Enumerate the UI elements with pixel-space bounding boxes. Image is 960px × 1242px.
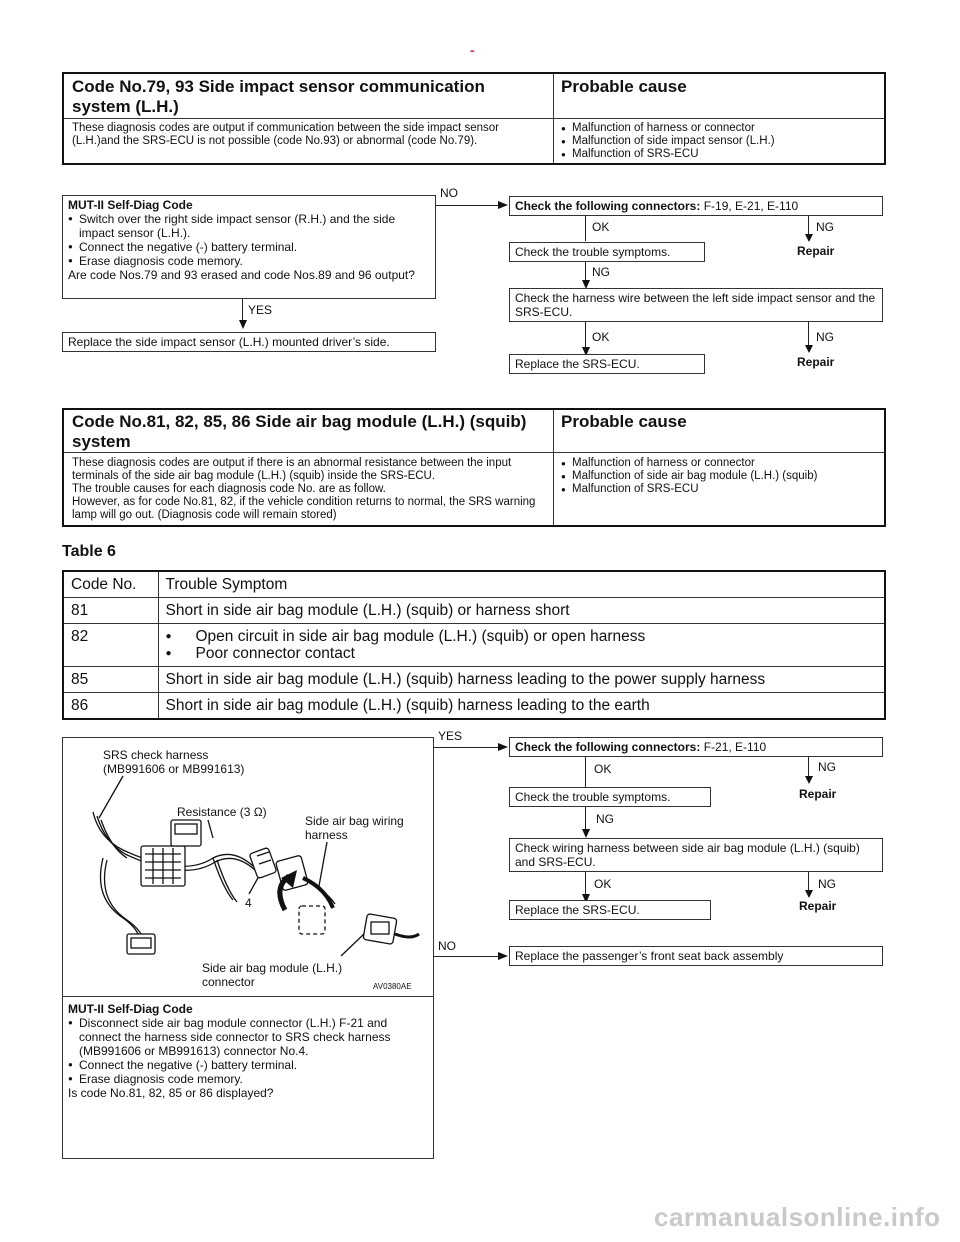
ng-label: NG <box>816 330 834 344</box>
section1-box <box>62 72 886 165</box>
ng-label: NG <box>818 877 836 891</box>
check-connectors-box <box>509 737 883 757</box>
module-label: Side air bag module (L.H.) connector <box>202 961 343 989</box>
page-marker: - <box>470 42 475 58</box>
repair-label: Repair <box>799 899 837 913</box>
harness-illustration <box>63 738 433 996</box>
section2-description <box>72 457 546 522</box>
mut-step: ● Disconnect side air bag module connector (L.H.) F-21 and connect the harness side connector to SRS check harness (MB991606 or MB991613) connector No.4. <box>68 1016 428 1058</box>
mut-step: ● Erase diagnosis code memory. <box>68 1072 428 1086</box>
table6 <box>62 570 886 720</box>
replace-ecu-text: Replace the SRS-ECU. <box>515 903 640 917</box>
trouble-box <box>509 787 711 807</box>
trouble-box <box>509 242 705 262</box>
figure-box <box>62 737 434 1159</box>
srs-check-label: SRS check harness (MB991606 or MB991613) <box>103 748 245 776</box>
row-symptom: Short in side air bag module (L.H.) (squib) harness leading to the power supply harness <box>158 667 885 693</box>
header-symptom: Trouble Symptom <box>158 571 885 598</box>
resistance-label: Resistance (3 Ω) <box>177 805 267 819</box>
cause-item: ● Malfunction of side impact sensor (L.H.) <box>561 135 881 148</box>
ok-label: OK <box>594 762 612 776</box>
cause-item: ● Malfunction of harness or connector <box>561 122 881 135</box>
replace-sensor-box <box>62 332 436 352</box>
replace-ecu-box <box>509 354 705 374</box>
ng-label: NG <box>596 812 614 826</box>
trouble-text: Check the trouble symptoms. <box>515 245 671 259</box>
mut-question: Are code Nos.79 and 93 erased and code Nos.89 and 96 output? <box>68 268 415 282</box>
table-row <box>63 667 885 693</box>
no-label: NO <box>438 939 456 953</box>
table-row <box>63 693 885 720</box>
ok-label: OK <box>594 877 612 891</box>
cause-item: ● Malfunction of SRS-ECU <box>561 483 881 496</box>
trouble-text: Check the trouble symptoms. <box>515 790 671 804</box>
symptom-item: ● Poor connector contact <box>166 645 878 662</box>
repair-label: Repair <box>797 355 835 369</box>
connector-list: F-19, E-21, E-110 <box>700 199 799 213</box>
description-line: However, as for code No.81, 82, if the vehicle condition returns to normal, the SRS warning lamp will go out. (Diagnosis code will remain stored) <box>72 496 536 521</box>
section2-title: Code No.81, 82, 85, 86 Side air bag module (L.H.) (squib) system <box>72 412 527 451</box>
row-code: 81 <box>63 598 158 624</box>
ng-label: NG <box>816 220 834 234</box>
cause-item: ● Malfunction of harness or connector <box>561 457 881 470</box>
flow1-mut-box <box>62 195 436 299</box>
mut-title: MUT-II Self-Diag Code <box>68 1002 193 1016</box>
section1-cause-title: Probable cause <box>561 77 687 96</box>
mut-question: Is code No.81, 82, 85 or 86 displayed? <box>68 1086 274 1100</box>
description-line: These diagnosis codes are output if there is an abnormal resistance between the input terminals of the side air bag module (L.H.) (squib) inside the SRS-ECU. <box>72 457 512 482</box>
watermark: carmanualsonline.info <box>654 1202 941 1232</box>
cause-item: ● Malfunction of SRS-ECU <box>561 148 881 161</box>
section2-cause-title: Probable cause <box>561 412 687 431</box>
connector-list: F-21, E-110 <box>700 740 767 754</box>
row-code: 82 <box>63 624 158 667</box>
symptom-item: ● Open circuit in side air bag module (L.H.) (squib) or open harness <box>166 628 878 645</box>
table-row <box>63 624 885 667</box>
check-connectors-box <box>509 196 883 216</box>
harness-text: Check the harness wire between the left side impact sensor and the SRS-ECU. <box>515 291 876 319</box>
table-row <box>63 598 885 624</box>
replace-seat-text: Replace the passenger’s front seat back assembly <box>515 949 784 963</box>
check-connectors-label: Check the following connectors: <box>515 199 701 213</box>
figure-code: AV0380AE <box>373 982 412 991</box>
yes-label: YES <box>438 729 463 743</box>
ng-label: NG <box>818 760 836 774</box>
section1-description: These diagnosis codes are output if communication between the side impact sensor (L.H.)and the SRS-ECU is not possible (code No.93) or abnormal (code No.79). <box>72 122 500 147</box>
replace-ecu-box <box>509 900 711 920</box>
table-header-row <box>63 571 885 598</box>
ng-label: NG <box>592 265 610 279</box>
section2-box <box>62 408 886 527</box>
mut-step: ● Connect the negative (-) battery terminal. <box>68 240 430 254</box>
header-code: Code No. <box>63 571 158 598</box>
row-code: 85 <box>63 667 158 693</box>
section1-causes <box>561 122 881 161</box>
harness-box <box>509 288 883 322</box>
mut-step: ● Connect the negative (-) battery terminal. <box>68 1058 428 1072</box>
harness-box <box>509 838 883 872</box>
cause-item: ● Malfunction of side air bag module (L.H.) (squib) <box>561 470 881 483</box>
replace-seat-box <box>509 946 883 966</box>
replace-sensor-text: Replace the side impact sensor (L.H.) mounted driver’s side. <box>68 335 390 349</box>
section1-title: Code No.79, 93 Side impact sensor communication system (L.H.) <box>72 77 485 116</box>
repair-label: Repair <box>799 787 837 801</box>
mut-step: ● Switch over the right side impact sensor (R.H.) and the side impact sensor (L.H.). <box>68 212 430 240</box>
ok-label: OK <box>592 330 610 344</box>
mut-step: ● Erase diagnosis code memory. <box>68 254 430 268</box>
repair-label: Repair <box>797 244 835 258</box>
replace-ecu-text: Replace the SRS-ECU. <box>515 357 640 371</box>
harness-text: Check wiring harness between side air bag module (L.H.) (squib) and SRS-ECU. <box>515 841 860 869</box>
ok-label: OK <box>592 220 610 234</box>
row-symptom: Short in side air bag module (L.H.) (squib) harness leading to the earth <box>165 697 650 714</box>
section2-causes <box>561 457 881 496</box>
mut-title: MUT-II Self-Diag Code <box>68 198 193 212</box>
pin-label: 4 <box>245 896 252 910</box>
description-line: The trouble causes for each diagnosis code No. are as follow. <box>72 483 386 495</box>
table6-title: Table 6 <box>62 543 116 560</box>
wiring-label: Side air bag wiring harness <box>305 814 404 842</box>
no-label: NO <box>440 186 458 200</box>
row-code: 86 <box>63 693 158 720</box>
row-symptom: Short in side air bag module (L.H.) (squib) or harness short <box>158 598 885 624</box>
row-symptom <box>158 624 885 667</box>
check-connectors-label: Check the following connectors: <box>515 740 701 754</box>
flow2-mut-box <box>68 1002 428 1100</box>
yes-label: YES <box>248 303 273 317</box>
